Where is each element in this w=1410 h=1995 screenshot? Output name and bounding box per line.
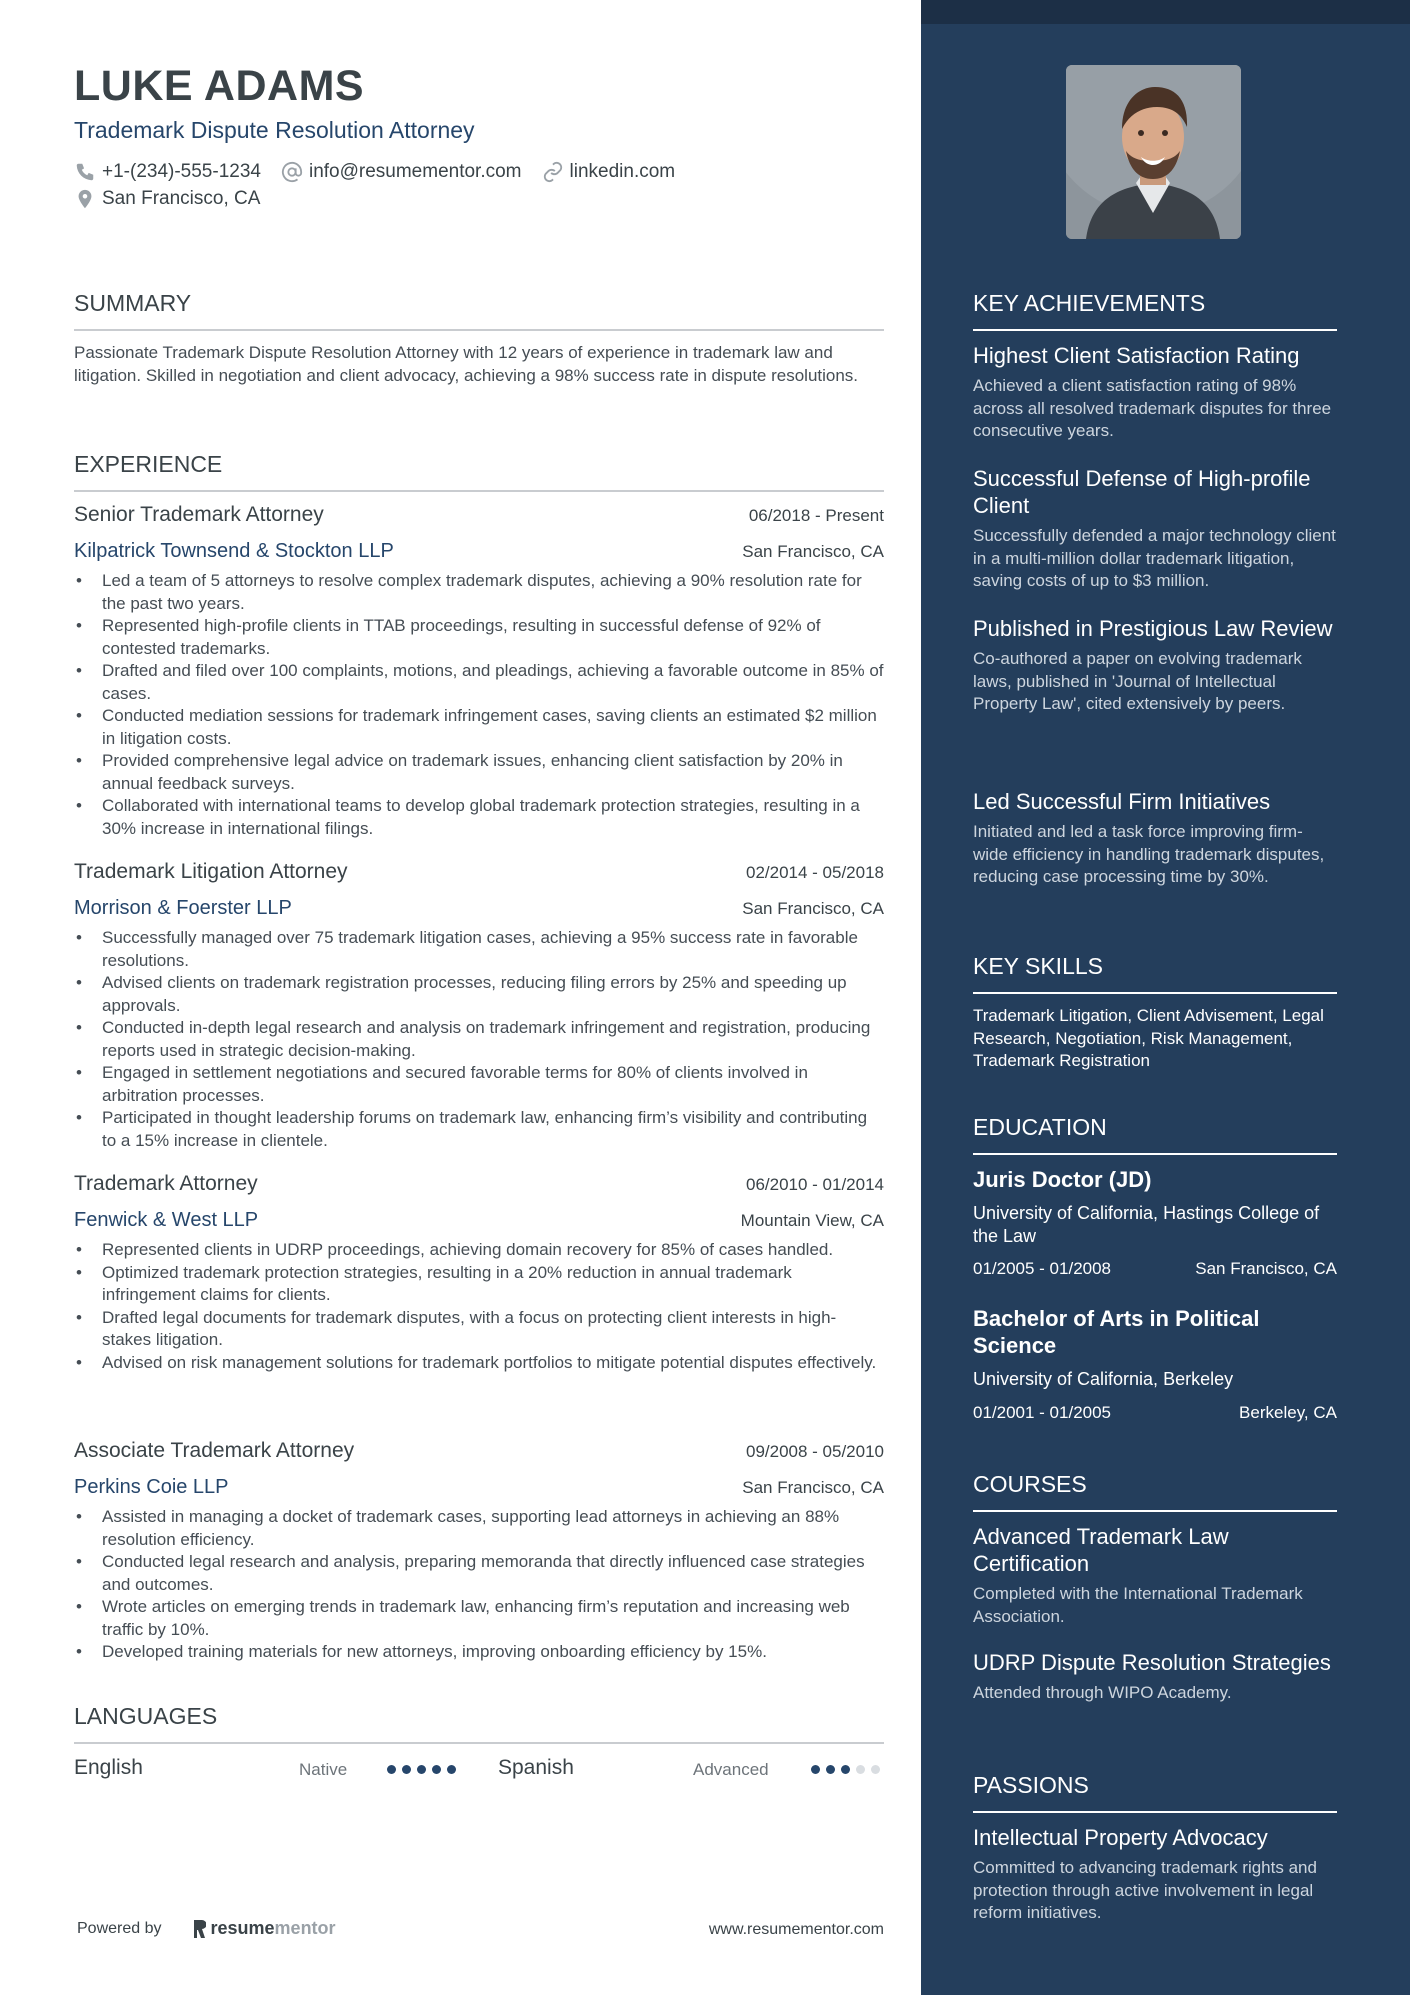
course-title: UDRP Dispute Resolution Strategies bbox=[973, 1650, 1331, 1675]
language-level: Advanced bbox=[693, 1760, 769, 1779]
job-bullet: • Collaborated with international teams to develop global trademark protection strategies, resulting in a 30% increase in international filings. bbox=[74, 795, 884, 840]
rating-dot-empty bbox=[856, 1765, 865, 1774]
languages-row bbox=[74, 1756, 884, 1786]
experience-heading: EXPERIENCE bbox=[74, 451, 884, 492]
sidebar bbox=[921, 0, 1410, 1995]
location-row bbox=[74, 188, 280, 210]
achievement-title: Successful Defense of High-profile Client bbox=[973, 466, 1311, 518]
job-entry bbox=[74, 860, 884, 1152]
job-entry bbox=[74, 503, 884, 840]
achievement-item bbox=[973, 465, 1337, 593]
job-dates: 02/2014 - 05/2018 bbox=[745, 863, 884, 882]
sidebar-top-band bbox=[921, 0, 1410, 24]
job-bullets bbox=[74, 1239, 884, 1374]
languages-heading: LANGUAGES bbox=[74, 1703, 884, 1744]
company-name: Fenwick & West LLP bbox=[74, 1209, 259, 1231]
contact-row bbox=[74, 161, 695, 183]
course-title: Advanced Trademark Law Certification bbox=[973, 1524, 1229, 1576]
achievement-item bbox=[973, 615, 1337, 716]
phone-text: +1-(234)-555-1234 bbox=[102, 161, 261, 182]
job-entry bbox=[74, 1172, 884, 1374]
achievement-title: Led Successful Firm Initiatives bbox=[973, 789, 1271, 814]
job-bullet: • Conducted in-depth legal research and analysis on trademark infringement and registration, producing reports used in strategic decision-making. bbox=[74, 1017, 884, 1062]
job-bullet: • Successfully managed over 75 trademark litigation cases, achieving a 95% success rate in favorable resolutions. bbox=[74, 927, 884, 972]
contact-location bbox=[74, 188, 260, 210]
courses-heading: COURSES bbox=[973, 1471, 1337, 1512]
candidate-title: Trademark Dispute Resolution Attorney bbox=[74, 117, 475, 143]
location-text: San Francisco, CA bbox=[102, 188, 261, 209]
job-dates: 09/2008 - 05/2010 bbox=[745, 1442, 884, 1461]
job-location: Mountain View, CA bbox=[740, 1211, 884, 1230]
job-bullets bbox=[74, 927, 884, 1152]
rating-dot-filled bbox=[841, 1765, 850, 1774]
achievement-desc: Successfully defended a major technology client in a multi-million dollar trademark litigation, saving costs of up to $3 million. bbox=[973, 526, 1336, 590]
passion-title: Intellectual Property Advocacy bbox=[973, 1825, 1268, 1850]
course-item bbox=[973, 1523, 1337, 1628]
location-pin-icon bbox=[74, 188, 96, 210]
passion-item bbox=[973, 1824, 1337, 1925]
link-icon bbox=[542, 161, 564, 183]
company-name: Perkins Coie LLP bbox=[74, 1476, 229, 1498]
job-dates: 06/2010 - 01/2014 bbox=[745, 1175, 884, 1194]
resumementor-logo-icon bbox=[192, 1919, 206, 1939]
education-heading: EDUCATION bbox=[973, 1114, 1337, 1155]
job-bullet: • Participated in thought leadership forums on trademark law, enhancing firm’s visibility and contributing to a 15% increase in clientele. bbox=[74, 1107, 884, 1152]
rating-dot-filled bbox=[432, 1765, 441, 1774]
rating-dot-filled bbox=[447, 1765, 456, 1774]
job-bullet: • Conducted mediation sessions for trademark infringement cases, saving clients an estimated $2 million in litigation costs. bbox=[74, 705, 884, 750]
footer-powered bbox=[74, 1918, 336, 1939]
job-location: San Francisco, CA bbox=[742, 1478, 884, 1497]
job-entry bbox=[74, 1439, 884, 1664]
achievement-item bbox=[973, 342, 1337, 443]
brand-mentor: mentor bbox=[274, 1918, 336, 1938]
rating-dot-filled bbox=[387, 1765, 396, 1774]
achievement-desc: Co-authored a paper on evolving trademark laws, published in 'Journal of Intellectual Property Law', cited extensively by peers. bbox=[973, 649, 1302, 713]
job-bullet: • Advised on risk management solutions for trademark portfolios to mitigate potential disputes effectively. bbox=[74, 1352, 884, 1375]
education-school: University of California, Hastings College of the Law bbox=[973, 1203, 1320, 1246]
company-name: Kilpatrick Townsend & Stockton LLP bbox=[74, 540, 394, 562]
brand-resume: resume bbox=[210, 1918, 275, 1938]
phone-icon bbox=[74, 161, 96, 183]
education-degree: Bachelor of Arts in Political Science bbox=[973, 1306, 1260, 1358]
education-item bbox=[973, 1166, 1337, 1279]
email-text: info@resumementor.com bbox=[308, 161, 522, 182]
language-rating bbox=[811, 1765, 886, 1774]
education-item bbox=[973, 1305, 1337, 1423]
job-title: Trademark Litigation Attorney bbox=[74, 860, 348, 883]
job-bullet: • Provided comprehensive legal advice on trademark issues, enhancing client satisfaction by 20% in annual feedback surveys. bbox=[74, 750, 884, 795]
powered-by-text: Powered by bbox=[77, 1919, 162, 1937]
job-bullet: • Represented clients in UDRP proceedings, achieving domain recovery for 85% of cases handled. bbox=[74, 1239, 884, 1262]
education-degree: Juris Doctor (JD) bbox=[973, 1167, 1152, 1192]
course-item bbox=[973, 1649, 1337, 1705]
job-bullet: • Wrote articles on emerging trends in trademark law, enhancing firm’s reputation and increasing web traffic by 10%. bbox=[74, 1596, 884, 1641]
job-title: Senior Trademark Attorney bbox=[74, 503, 324, 526]
brand-logo[interactable] bbox=[192, 1918, 336, 1939]
achievement-title: Highest Client Satisfaction Rating bbox=[973, 343, 1300, 368]
language-name: English bbox=[74, 1756, 143, 1779]
rating-dot-filled bbox=[811, 1765, 820, 1774]
summary-heading: SUMMARY bbox=[74, 290, 884, 331]
job-bullet: • Optimized trademark protection strategies, resulting in a 20% reduction in annual trademark infringement claims for clients. bbox=[74, 1262, 884, 1307]
language-level: Native bbox=[299, 1760, 348, 1779]
candidate-name: LUKE ADAMS bbox=[74, 62, 365, 110]
course-desc: Attended through WIPO Academy. bbox=[973, 1683, 1232, 1702]
contact-email[interactable] bbox=[281, 161, 522, 183]
achievement-title: Published in Prestigious Law Review bbox=[973, 616, 1333, 641]
education-dates: 01/2001 - 01/2005 bbox=[973, 1402, 1112, 1422]
achievement-desc: Achieved a client satisfaction rating of 98% across all resolved trademark disputes for three consecutive years. bbox=[973, 376, 1332, 440]
education-location: Berkeley, CA bbox=[1239, 1402, 1337, 1422]
job-title: Associate Trademark Attorney bbox=[74, 1439, 355, 1462]
language-rating bbox=[387, 1765, 462, 1774]
skills-heading: KEY SKILLS bbox=[973, 953, 1337, 994]
rating-dot-filled bbox=[826, 1765, 835, 1774]
rating-dot-filled bbox=[402, 1765, 411, 1774]
job-location: San Francisco, CA bbox=[742, 899, 884, 918]
contact-linkedin[interactable] bbox=[542, 161, 676, 183]
achievement-desc: Initiated and led a task force improving firm-wide efficiency in handling trademark disputes, reducing case processing time by 30%. bbox=[973, 822, 1325, 886]
summary-text: Passionate Trademark Dispute Resolution Attorney with 12 years of experience in trademark law and litigation. Skilled in negotiation and client advocacy, achieving a 98% success rate in dispute resolutions. bbox=[74, 343, 859, 385]
profile-photo bbox=[1066, 65, 1241, 239]
job-bullet: • Advised clients on trademark registration processes, reducing filing errors by 25% and speeding up approvals. bbox=[74, 972, 884, 1017]
education-dates: 01/2005 - 01/2008 bbox=[973, 1259, 1112, 1278]
company-name: Morrison & Foerster LLP bbox=[74, 897, 292, 919]
job-bullet: • Engaged in settlement negotiations and secured favorable terms for 80% of clients involved in arbitration processes. bbox=[74, 1062, 884, 1107]
education-school: University of California, Berkeley bbox=[973, 1369, 1234, 1389]
job-bullet: • Assisted in managing a docket of trademark cases, supporting lead attorneys in achieving an 88% resolution efficiency. bbox=[74, 1506, 884, 1551]
course-desc: Completed with the International Trademark Association. bbox=[973, 1584, 1303, 1626]
rating-dot-empty bbox=[871, 1765, 880, 1774]
language-name: Spanish bbox=[498, 1756, 574, 1779]
job-bullet: • Represented high-profile clients in TTAB proceedings, resulting in successful defense of 92% of contested trademarks. bbox=[74, 615, 884, 660]
job-bullet: • Drafted and filed over 100 complaints, motions, and pleadings, achieving a favorable outcome in 85% of cases. bbox=[74, 660, 884, 705]
job-bullet: • Developed training materials for new attorneys, improving onboarding efficiency by 15%. bbox=[74, 1641, 884, 1664]
job-bullet: • Led a team of 5 attorneys to resolve complex trademark disputes, achieving a 90% resolution rate for the past two years. bbox=[74, 570, 884, 615]
passions-heading: PASSIONS bbox=[973, 1772, 1337, 1813]
portrait-illustration bbox=[1066, 65, 1241, 239]
job-bullet: • Drafted legal documents for trademark disputes, with a focus on protecting client interests in high-stakes litigation. bbox=[74, 1307, 884, 1352]
achievement-item bbox=[973, 788, 1337, 889]
job-dates: 06/2018 - Present bbox=[748, 506, 884, 525]
job-bullets bbox=[74, 570, 884, 840]
job-title: Trademark Attorney bbox=[74, 1172, 258, 1195]
footer-website[interactable]: www.resumementor.com bbox=[708, 1921, 884, 1938]
job-location: San Francisco, CA bbox=[742, 542, 884, 561]
job-bullets bbox=[74, 1506, 884, 1664]
education-location: San Francisco, CA bbox=[1195, 1259, 1337, 1278]
achievements-heading: KEY ACHIEVEMENTS bbox=[973, 290, 1337, 331]
at-icon bbox=[281, 161, 303, 183]
job-bullet: • Conducted legal research and analysis, preparing memoranda that directly influenced case strategies and outcomes. bbox=[74, 1551, 884, 1596]
linkedin-text: linkedin.com bbox=[569, 161, 676, 182]
contact-phone[interactable] bbox=[74, 161, 261, 183]
passion-desc: Committed to advancing trademark rights and protection through active involvement in legal reform initiatives. bbox=[973, 1858, 1317, 1922]
rating-dot-filled bbox=[417, 1765, 426, 1774]
skills-text: Trademark Litigation, Client Advisement, Legal Research, Negotiation, Risk Management, Trademark Registration bbox=[973, 1006, 1324, 1070]
